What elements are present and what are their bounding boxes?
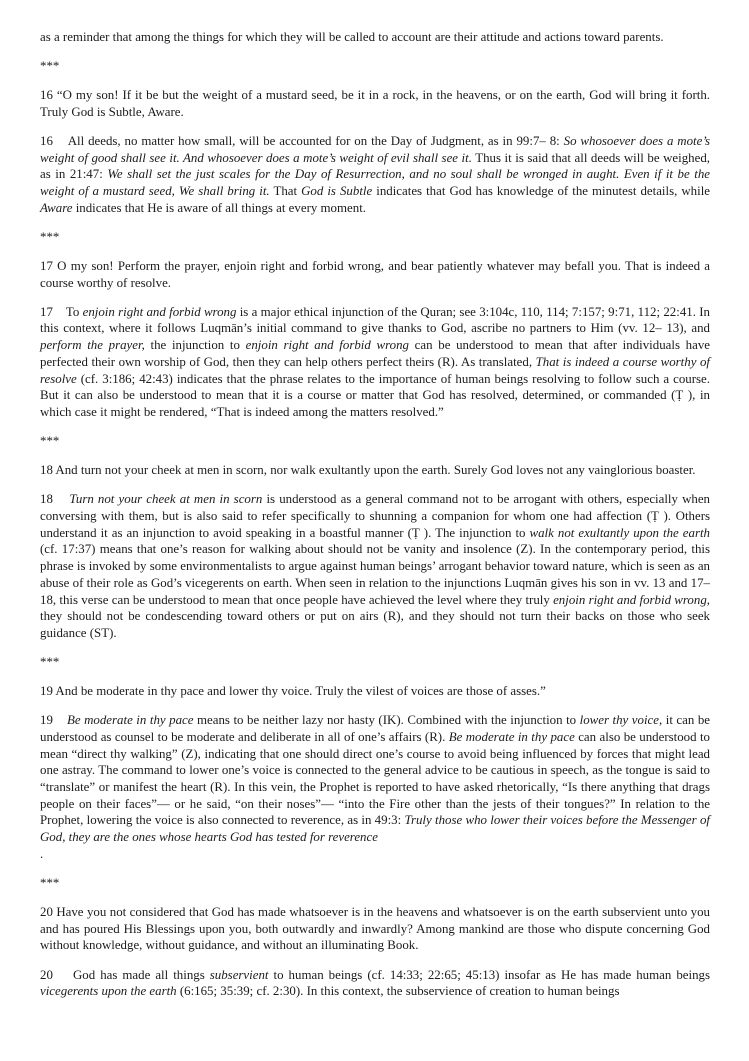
- text-segment: 17 To: [40, 304, 83, 319]
- text-segment: 20 God has made all things: [40, 967, 210, 982]
- italic-text-segment: Be moderate in thy pace: [66, 713, 194, 728]
- italic-text-segment: Aware: [40, 200, 73, 215]
- commentary-17: [40, 304, 710, 421]
- italic-text-segment: Turn not your cheek at men in scorn: [69, 492, 263, 507]
- text-segment: means to be neither lazy nor hasty (IK). Combined with the injunction to: [193, 713, 580, 728]
- italic-text-segment: lower thy voice,: [579, 713, 663, 728]
- text-segment: That: [269, 184, 302, 199]
- section-separator: ***: [40, 434, 60, 449]
- text-segment: 19: [40, 713, 67, 728]
- section-separator: ***: [40, 229, 60, 244]
- text-segment: (cf. 17:37) means that one’s reason for walking about should not be vanity and insolence (Z). In the contemporary period, this phrase is invoked by some environmentalists to argue against human beings’ arrogant behavior toward nature, which is seen as an abuse of their role as God’s vicegerents on earth. When seen in relation to the injunctions Luqmān gives his son in vv. 13 and 17– 18, this verse can be understood to mean that once people have achieved the level where they truly: [40, 542, 710, 607]
- italic-text-segment: enjoin right and forbid wrong,: [553, 592, 710, 607]
- italic-text-segment: So whosoever does a mote’s weight of good shall see it. And whosoever does a mote’s weight of evil shall see it.: [40, 133, 710, 165]
- text-segment: it can be understood as counsel to be moderate and deliberate in all of one’s affairs (R).: [40, 713, 711, 744]
- italic-text-segment: Be moderate in thy pace: [448, 729, 575, 744]
- verse-19: 19 And be moderate in thy pace and lower thy voice. Truly the vilest of voices are those of asses.”: [40, 684, 546, 699]
- section-separator: ***: [40, 655, 60, 669]
- italic-text-segment: enjoin right and forbid wrong: [245, 338, 409, 353]
- italic-text-segment: That is indeed a course worthy of resolve: [40, 354, 710, 386]
- text-segment: (cf. 3:186; 42:43) indicates that the phrase relates to the importance of human beings resolving to follow such a course. But it can also be understood to mean that it is a course or matter that God has resolved, determined, or commanded (Ṭ ), in which case it might be rendered, “That is indeed among the matters resolved.”: [40, 371, 710, 419]
- text-segment: 16 All deeds, no matter how small, will be accounted for on the Day of Judgment, as in 99:7– 8:: [40, 133, 564, 148]
- verse-16: 16 “O my son! If it be but the weight of a mustard seed, be it in a rock, in the heavens, or on the earth, God will bring it forth. Truly God is Subtle, Aware.: [40, 88, 710, 119]
- section-separator: ***: [40, 59, 60, 74]
- text-segment: they should not be condescending toward others or put on airs (R), and they should not turn their backs on those who seek guidance (ST).: [40, 609, 710, 640]
- italic-text-segment: enjoin right and forbid wrong: [82, 304, 237, 319]
- text-segment: is understood as a general command not to be arrogant with others, especially when conversing with them, but is also said to refer specifically to shunning a companion for whom one had affection (Ṭ ). Others understand it as an injunction to avoid speaking in a boastful manner (Ṭ ). The injunction to: [40, 492, 711, 540]
- italic-text-segment: Truly those who lower their voices before the Messenger of God, they are the ones whose hearts God has tested for reverence: [40, 813, 710, 845]
- italic-text-segment: walk not exultantly upon the earth: [529, 525, 710, 540]
- italic-text-segment: We shall set the just scales for the Day of Resurrection, and no soul shall be wronged in aught. Even if it be the weight of a mustard seed, We shall bring it.: [40, 167, 710, 199]
- italic-text-segment: perform the prayer,: [40, 338, 145, 353]
- text-segment: 18: [40, 492, 70, 507]
- paragraph-continuation: as a reminder that among the things for which they will be called to account are their attitude and actions toward parents.: [40, 30, 664, 44]
- commentary-20: [40, 967, 710, 1000]
- text-segment: is a major ethical injunction of the Quran; see 3:104c, 110, 114; 7:157; 9:71, 112; 22:41. In this context, where it follows Luqmān’s initial command to give thanks to God, ascribe no partners to Him (vv. 12– 13), and: [40, 304, 710, 336]
- text-segment: the injunction to: [144, 338, 246, 353]
- text-segment: Thus it is said that all deeds will be weighed, as in 21:47:: [40, 150, 710, 182]
- text-segment: indicates that He is aware of all things at every moment.: [72, 200, 366, 215]
- text-segment: .: [40, 846, 44, 861]
- text-segment: to human beings (cf. 14:33; 22:65; 45:13) insofar as He has made human beings: [268, 967, 710, 982]
- text-segment: can also be understood to mean “direct thy walking” (Z), indicating that one should direct one’s course to avoid being influenced by forces that might lead one astray. The command to lower one’s voice is connected to the general advice to be cautious in speech, as the tongue is said to “translate” or manifest the heart (R). In this vein, the Prophet is reported to have asked rhetorically, “Is there anything that drags people on their faces”— or he said, “on their noses”— “into the Fire other than the jests of their tongues?” In relation to the Prophet, lowering the voice is also connected to reverence, as in 49:3:: [40, 729, 711, 828]
- verse-20: 20 Have you not considered that God has made whatsoever is in the heavens and whatsoever is on the earth subservient unto you and has poured His Blessings upon you, both outwardly and inwardly? Among mankind are those who dispute concerning God without knowledge, without guidance, and without an illuminating Book.: [40, 905, 710, 953]
- commentary-16: [40, 133, 710, 217]
- verse-18: 18 And turn not your cheek at men in scorn, nor walk exultantly upon the earth. Surely God loves not any vainglorious boaster.: [40, 463, 696, 478]
- italic-text-segment: vicegerents upon the earth: [40, 984, 177, 999]
- italic-text-segment: God is Subtle: [301, 184, 373, 199]
- text-segment: can be understood to mean that after individuals have perfected their own worship of God, then they can help others perfect theirs (R). As translated,: [40, 338, 710, 369]
- italic-text-segment: subservient: [209, 967, 269, 982]
- verse-17: 17 O my son! Perform the prayer, enjoin right and forbid wrong, and bear patiently whatever may befall you. That is indeed a course worthy of resolve.: [40, 258, 710, 290]
- commentary-18: [40, 491, 710, 641]
- section-separator: ***: [40, 875, 60, 890]
- text-segment: (6:165; 35:39; cf. 2:30). In this context, the subservience of creation to human beings: [176, 984, 620, 999]
- commentary-19: [40, 712, 710, 862]
- text-segment: indicates that God has knowledge of the minutest details, while: [372, 184, 711, 199]
